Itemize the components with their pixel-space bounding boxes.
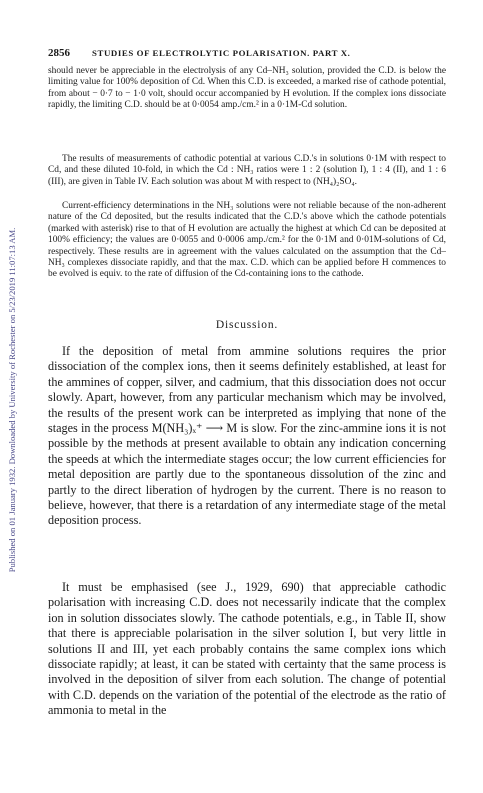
download-notice: Published on 01 January 1932. Downloaded by University of Rochester on 5/23/2019 11:07:13 AM. (7, 227, 17, 573)
running-title: STUDIES OF ELECTROLYTIC POLARISATION. PART X. (92, 48, 351, 58)
section-heading: Discussion. (215, 319, 279, 331)
paragraph-results: The results of measurements of cathodic potential at various C.D.'s in solutions 0·1M with respect to Cd, and these diluted 10-fold, in which the Cd : NH₃ ratios were 1 : 2 (solution I), 1 : 4 (II), and 1 : 6 (III), are given in Table IV. Each solution was about M with respect to (NH₄)₂SO₄. (48, 154, 446, 187)
paragraph-continued: should never be appreciable in the electrolysis of any Cd–NH₃ solution, provided the C.D. is below the limiting value for 100% deposition of Cd. When this C.D. is exceeded, a marked rise of cathode potential, from about − 0·7 to − 1·0 volt, should occur accompanied by H evolution. If the complex ions dissociate rapidly, the limiting C.D. should be at 0·0054 amp./cm.² in a 0·1M-Cd solution. (48, 66, 446, 111)
paragraph-current-efficiency: Current-efficiency determinations in the NH₃ solutions were not reliable because of the non-adherent nature of the Cd deposited, but the results indicated that the C.D.'s above which the cathode potentials (marked with asterisk) rise to that of H evolution are actually the highest at which Cd can be deposited at 100% efficiency; the values are 0·0055 and 0·0006 amp./cm.² for the 0·1M and 0·01M-solutions of Cd, respectively. These results are in agreement with the values calculated on the assumption that the Cd–NH₃ complexes dissociate rapidly, and that the max. C.D. which can be applied before H commences to be evolved is equiv. to the rate of diffusion of the Cd-containing ions to the cathode. (48, 201, 446, 280)
paragraph-discussion-1: If the deposition of metal from ammine solutions requires the prior dissociation of the complex ions, then it seems definitely established, at least for the ammines of copper, silver, and cadmium, that this dissociation does not occur slowly. Apart, however, from any particular mechanism which may be involved, the results of the present work can be interpreted as implying that none of the stages in the process M(NH₃)ₓ⁺ ⟶ M is slow. For the zinc-ammine ions it is not possible by the methods at present available to obtain any indication concerning the speeds at which the intermediate stages occur; the low current efficiencies for metal deposition are partly due to the spontaneous dissolution of the zinc and partly to the direct liberation of hydrogen by the current. There is no reason to believe, however, that there is a retardation of any intermediate stage of the metal deposition process. (48, 344, 446, 528)
page-number: 2856 (48, 47, 70, 59)
paragraph-discussion-2: It must be emphasised (see J., 1929, 690) that appreciable cathodic polarisation with increasing C.D. does not necessarily indicate that the complex ion in solution dissociates slowly. The cathode potentials, e.g., in Table II, show that there is appreciable polarisation in the silver solution I, but very little in solutions II and III, yet each probably contains the same complex ions which dissociate rapidly; at least, it can be stated with certainty that the same process is involved in the deposition of silver from each solution. The change of potential with C.D. depends on the variation of the potential of the electrode as the ratio of ammonia to metal in the (48, 580, 446, 718)
running-header (48, 47, 448, 61)
download-watermark (2, 0, 22, 793)
